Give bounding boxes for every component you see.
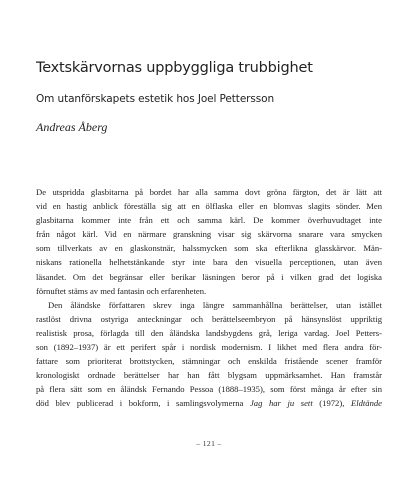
book-title: Jag har ju sett	[249, 398, 313, 409]
body-line: som tillverkats av en glaskonstnär, halssmycken som ska efterlikna glasskärvor. Män-	[36, 243, 382, 254]
body-line: Den åländske författaren skrev inga längre sammanhållna berättelser, utan istället	[48, 299, 382, 310]
body-line: rastlöst drivna ostyriga anteckningar och berättelseembryon på hänsynslöst uppriktig	[36, 313, 382, 324]
body-line-final	[36, 396, 382, 410]
body-line: De utspridda glasbitarna på bordet har alla samma dovt gröna färgton, det är lätt att	[36, 187, 382, 197]
body-line: son (1892–1937) är ett perifert spår i nordisk modernism. I likhet med flera andra för-	[36, 342, 382, 353]
body-line: från något kärl. Vid en närmare granskning visar sig skärvorna snarare vara smycken	[36, 229, 382, 240]
article-subtitle: Om utanförskapets estetik hos Joel Pettersson	[36, 93, 275, 105]
page-number: – 121 –	[196, 439, 222, 448]
body-line: förnuftet stäms av med fantasin och erfarenheten.	[36, 285, 207, 296]
body-line: kronologiskt ordnade berättelser har han fått blygsam uppmärksamhet. Han framstår	[36, 370, 382, 381]
article-title: Textskärvornas uppbyggliga trubbighet	[36, 60, 313, 76]
body-line: niskans rationella helhetstänkande styr inte bara den visuella perceptionen, utan även	[36, 257, 382, 268]
body-line: glasbitarna kommer inte från ett och samma kärl. De kommer överhuvudtaget inte	[36, 215, 382, 226]
body-line: vid en hastig anblick föreställa sig att en ölflaska eller en blomvas slagits sönder. Men	[36, 201, 382, 212]
body-text	[36, 185, 382, 411]
body-line: på flera sätt som en åländsk Fernando Pessoa (1888–1935), som först många år efter sin	[36, 384, 382, 395]
body-line: realistisk prosa, förlagda till den åländska landsbygdens grå, leriga vardag. Joel Petters-	[36, 327, 382, 338]
body-line-text: död blev publicerad i bokform, i samlingsvolymerna	[36, 398, 250, 409]
body-line: fattare som prioriterat brottstycken, stämningar och enskilda fristående scener framför	[36, 356, 382, 367]
book-title: Eldtände	[350, 398, 382, 409]
article-author: Andreas Åberg	[36, 120, 108, 134]
body-line-text: (1972),	[312, 398, 351, 409]
body-line: läsandet. Om det begränsar eller berikar läsningen beror på i vilken grad det logiska	[36, 271, 382, 282]
